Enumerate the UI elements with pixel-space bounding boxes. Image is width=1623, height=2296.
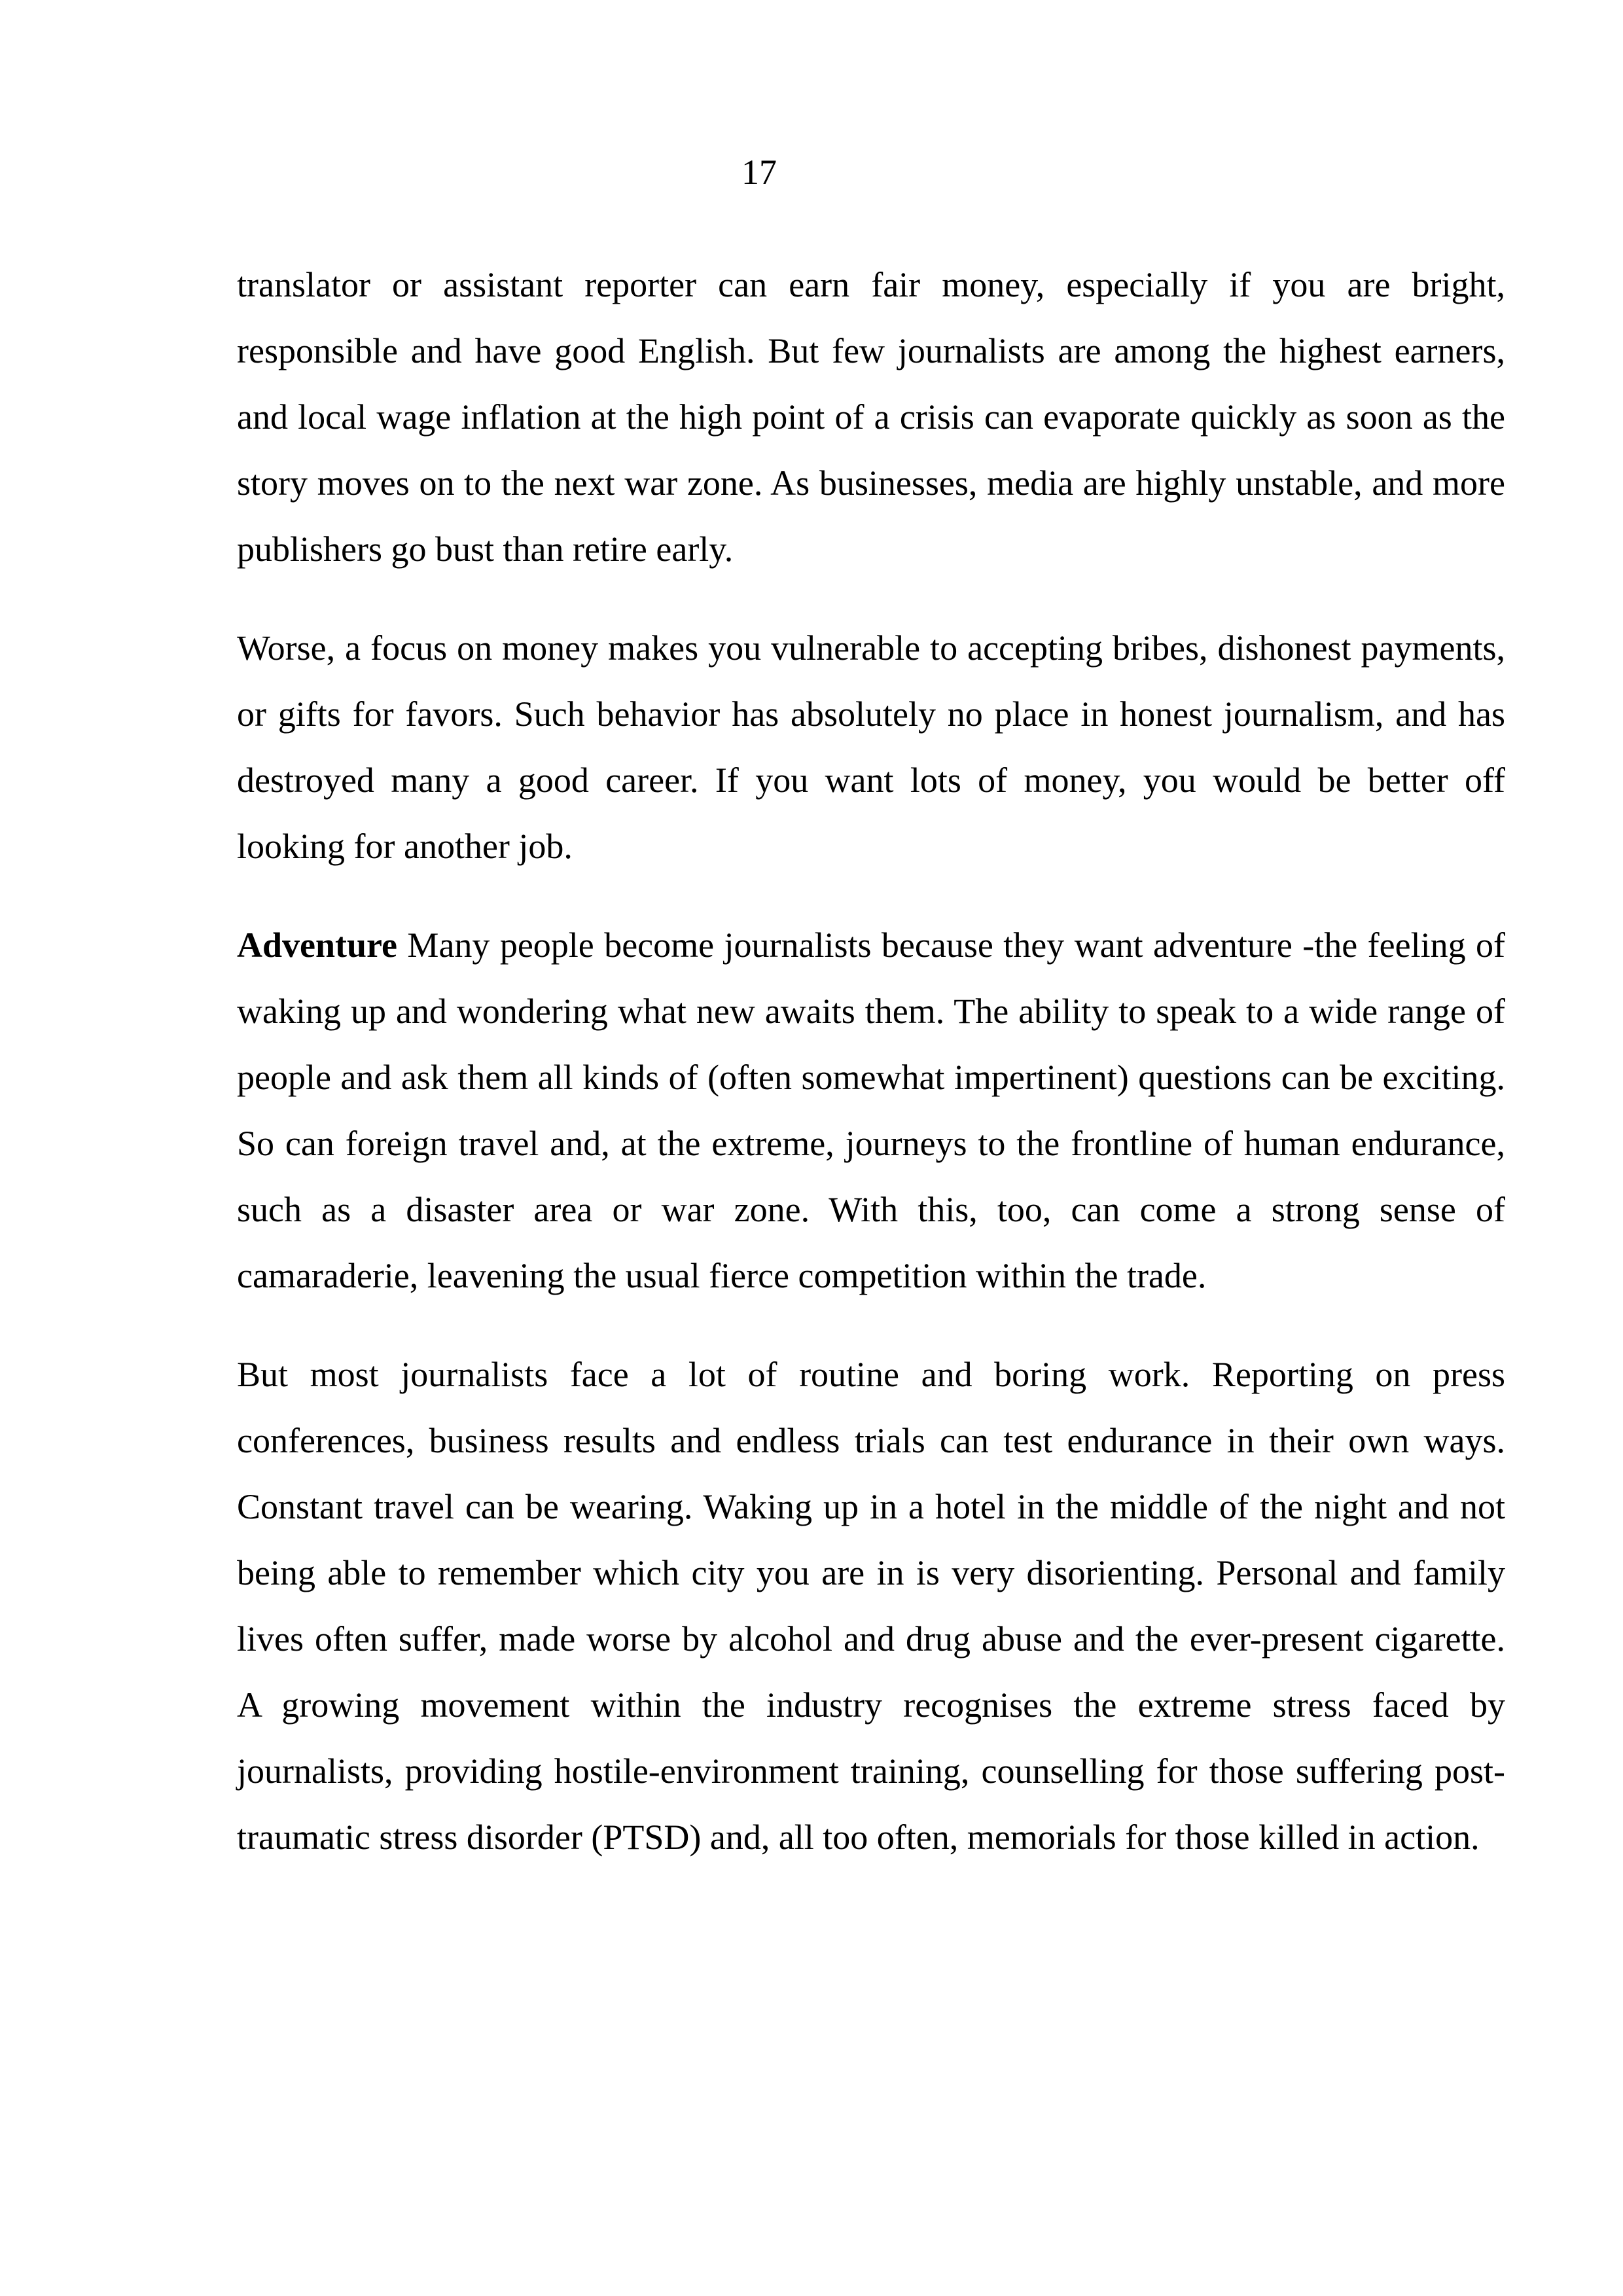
paragraph-routine-work: But most journalists face a lot of routine and boring work. Reporting on press conferences, business results and endless trials can test endurance in their own ways. Constant travel can be wearing. Waking up in a hotel in the middle of the night and not being able to remember which city you are in is very disorienting. Personal and family lives often suffer, made worse by alcohol and drug abuse and the ever-present cigarette. A growing movement within the industry recognises the extreme stress faced by journalists, providing hostile-environment training, counselling for those suffering post-traumatic stress disorder (PTSD) and, all too often, memorials for those killed in action. [237, 1355, 1505, 1857]
adventure-heading: Adventure [237, 925, 398, 965]
body-text [237, 252, 1505, 1903]
paragraph-adventure [237, 912, 1505, 1309]
page-number: 17 [741, 152, 777, 192]
adventure-text: Many people become journalists because they want adventure -the feeling of waking up and wondering what new awaits them. The ability to speak to a wide range of people and ask them all kinds of (often somewhat impertinent) questions can be exciting. So can foreign travel and, at the extreme, journeys to the frontline of human endurance, such as a disaster area or war zone. With this, too, can come a strong sense of camaraderie, leavening the usual fierce competition within the trade. [237, 925, 1505, 1295]
paragraph-bribes: Worse, a focus on money makes you vulnerable to accepting bribes, dishonest payments, or gifts for favors. Such behavior has absolutely no place in honest journalism, and has destroyed many a good career. If you want lots of money, you would be better off looking for another job. [237, 628, 1505, 866]
paragraph-money-continued: translator or assistant reporter can earn fair money, especially if you are bright, responsible and have good English. But few journalists are among the highest earners, and local wage inflation at the high point of a crisis can evaporate quickly as soon as the story moves on to the next war zone. As businesses, media are highly unstable, and more publishers go bust than retire early. [237, 265, 1505, 569]
